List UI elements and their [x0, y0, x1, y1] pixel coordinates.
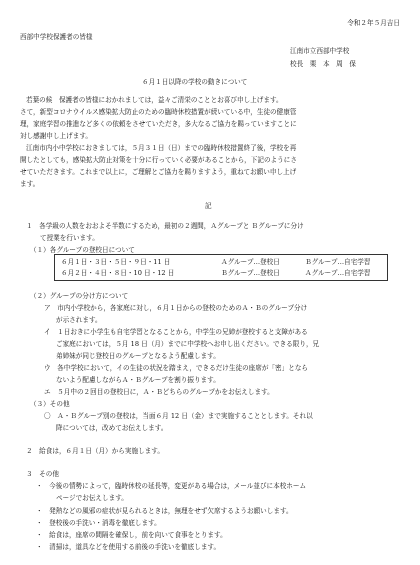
bullet-item: ・ 今後の情勢によって，臨時休校の延長等，変更がある場合は，メール並びに本校ホーム	[36, 482, 307, 490]
list-item: エ ５月中の２回目の登校日に，Ａ・Ｂどちらのグループかをお伝えします。	[44, 388, 274, 396]
list-item: ご家庭においては，５月 18 日（月）までに中学校へお申し出ください。できる限り，兄	[56, 340, 320, 348]
document-title: ６月１日以降の学校の動きについて	[142, 78, 248, 86]
bullet-item: ・ 発熱などの風邪の症状が見られるときは，無理をせず欠席するようお願いします。	[36, 507, 293, 515]
list-item: 弟姉妹が同じ登校日のグループとなるよう配慮します。	[56, 352, 220, 360]
schedule-dates: ６月１日・３日・５日・９日・11 日	[61, 258, 171, 266]
subsection-heading: （３）その他	[30, 400, 70, 408]
date-line: 令和２年５月吉日	[347, 19, 400, 27]
intro-line: 開したとしても，感染拡大防止対策を十分に行っていく必要があることから，下記のようにさ	[20, 156, 297, 164]
schedule-group-attend: Ａグループ…登校日	[221, 258, 280, 266]
intro-line: せていただきます。これまで以上に，ご理解とご協力を賜りますよう，重ねてお願い申し上げ	[20, 168, 297, 176]
intro-line: 江南市内小中学校におきましては，５月３１日（日）までの臨時休校措置終了後，学校を再	[26, 144, 297, 152]
intro-line: 対し感謝申し上げます。	[20, 132, 93, 140]
subsection-heading: （２）グループの分け方について	[30, 292, 129, 300]
list-item: 〇 Ａ・Ｂグループ別の登校は，当面６月 12 日（金）まで実施することとします。それ以	[44, 412, 313, 420]
bullet-item: ページでお伝えします。	[56, 494, 128, 502]
addressee-line: 西部中学校保護者の皆様	[20, 33, 93, 41]
section-1-line: て授業を行います。	[40, 234, 99, 242]
intro-line: 若葉の候 保護者の皆様におかれましては，益々ご清栄のこととお喜び申し上げます。	[26, 96, 283, 104]
schedule-group-home: Ａグループ…自宅学習	[305, 269, 371, 277]
list-item: ア 市内小学校から，各家庭に対し，６月１日からの登校のためのＡ・Ｂのグループ分け	[44, 304, 308, 312]
section-3-heading: ３ その他	[26, 470, 59, 478]
list-item: ウ 各中学校において，イの生徒の状況を踏まえ，できるだけ生徒の座席が「密」となら	[44, 364, 309, 372]
schedule-group-attend: Ｂグループ…登校日	[221, 269, 280, 277]
list-item: イ １日おきに小学生も自宅学習となることから，中学生の兄姉が登校すると支障がある	[44, 328, 308, 336]
bullet-item: ・ 登校後の手洗い・消毒を徹底します。	[36, 519, 161, 527]
intro-line: 理，家庭学習の推進など多くの依頼をさせていただき，多大なるご協力を賜っていますことに	[20, 120, 297, 128]
list-item: ないよう配慮しながらＡ・Ｂグループを割り振ります。	[56, 376, 220, 384]
intro-line: さて，新型コロナウイルス感染拡大防止のための臨時休校措置が続いている中，生徒の健康管	[20, 108, 297, 116]
ki-heading: 記	[205, 202, 212, 210]
list-item: が示されます。	[56, 316, 102, 324]
list-item: 降については，改めてお伝えします。	[56, 424, 168, 432]
schedule-box	[54, 254, 388, 281]
subsection-heading: （１）各グループの登校日について	[30, 246, 135, 254]
section-2-line: ２ 給食は，６月１日（月）から実施します。	[26, 447, 164, 455]
schedule-group-home: Ｂグループ…自宅学習	[305, 258, 371, 266]
sender-principal: 校長 栗 本 周 保	[290, 60, 356, 68]
section-1-line: １ 各学級の人数をおおよそ半数にするため，最初の２週間，Ａグループと Ｂグループに分け	[26, 222, 304, 230]
schedule-dates: ６月２日・４日・８日・10 日・12 日	[61, 269, 175, 277]
bullet-item: ・ 清掃は，道具などを使用する前後の手洗いを徹底します。	[36, 543, 221, 551]
sender-school: 江南市立西部中学校	[290, 47, 350, 55]
bullet-item: ・ 給食は，座席の間隔を確保し，前を向いて食事をとります。	[36, 531, 227, 539]
intro-line: ます。	[20, 180, 40, 188]
